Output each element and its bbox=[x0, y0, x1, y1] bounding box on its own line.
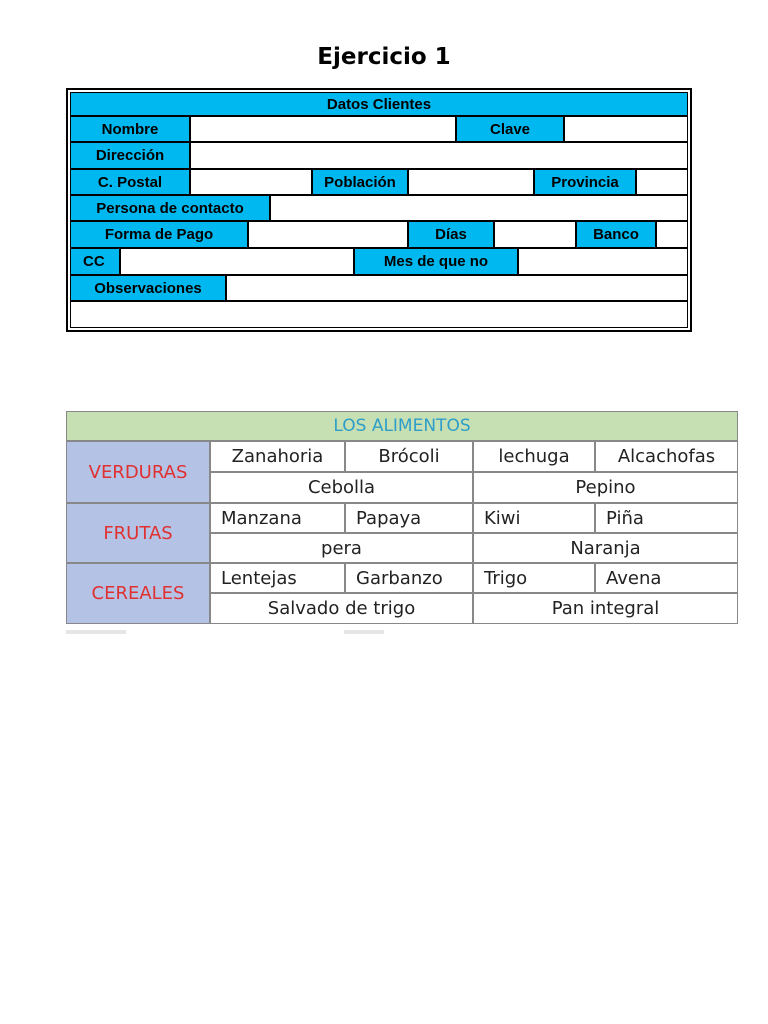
food-item: Trigo bbox=[473, 563, 595, 593]
cc-label: CC bbox=[70, 248, 120, 275]
food-item: Zanahoria bbox=[210, 441, 345, 472]
dias-field[interactable] bbox=[494, 221, 576, 248]
persona-contacto-label: Persona de contacto bbox=[70, 195, 270, 221]
poblacion-label: Población bbox=[312, 169, 408, 195]
faint-artifact bbox=[344, 630, 384, 634]
food-item: Pepino bbox=[473, 472, 738, 503]
mes-de-que-no-label: Mes de que no bbox=[354, 248, 518, 275]
category-frutas: FRUTAS bbox=[66, 503, 210, 563]
poblacion-field[interactable] bbox=[408, 169, 534, 195]
food-item: Kiwi bbox=[473, 503, 595, 533]
observaciones-label: Observaciones bbox=[70, 275, 226, 301]
page-title: Ejercicio 1 bbox=[317, 44, 451, 70]
mes-de-que-no-field[interactable] bbox=[518, 248, 688, 275]
cc-field[interactable] bbox=[120, 248, 354, 275]
food-item: Papaya bbox=[345, 503, 473, 533]
banco-label: Banco bbox=[576, 221, 656, 248]
food-item: pera bbox=[210, 533, 473, 563]
food-item: Cebolla bbox=[210, 472, 473, 503]
persona-contacto-field[interactable] bbox=[270, 195, 688, 221]
food-item: Brócoli bbox=[345, 441, 473, 472]
food-table bbox=[66, 411, 738, 625]
banco-field[interactable] bbox=[656, 221, 688, 248]
clave-label: Clave bbox=[456, 116, 564, 142]
category-cereales: CEREALES bbox=[66, 563, 210, 624]
provincia-label: Provincia bbox=[534, 169, 636, 195]
food-item: Manzana bbox=[210, 503, 345, 533]
form-header: Datos Clientes bbox=[70, 92, 688, 116]
provincia-field[interactable] bbox=[636, 169, 688, 195]
food-item: Piña bbox=[595, 503, 738, 533]
nombre-label: Nombre bbox=[70, 116, 190, 142]
direccion-field[interactable] bbox=[190, 142, 688, 169]
food-item: Lentejas bbox=[210, 563, 345, 593]
food-item: Pan integral bbox=[473, 593, 738, 624]
food-item: lechuga bbox=[473, 441, 595, 472]
food-item: Alcachofas bbox=[595, 441, 738, 472]
food-item: Garbanzo bbox=[345, 563, 473, 593]
clave-field[interactable] bbox=[564, 116, 688, 142]
category-verduras: VERDURAS bbox=[66, 441, 210, 503]
food-table-header: LOS ALIMENTOS bbox=[66, 411, 738, 441]
nombre-field[interactable] bbox=[190, 116, 456, 142]
forma-pago-label: Forma de Pago bbox=[70, 221, 248, 248]
food-item: Avena bbox=[595, 563, 738, 593]
food-item: Naranja bbox=[473, 533, 738, 563]
cpostal-field[interactable] bbox=[190, 169, 312, 195]
direccion-label: Dirección bbox=[70, 142, 190, 169]
dias-label: Días bbox=[408, 221, 494, 248]
cpostal-label: C. Postal bbox=[70, 169, 190, 195]
client-data-form bbox=[66, 88, 692, 332]
forma-pago-field[interactable] bbox=[248, 221, 408, 248]
faint-artifact bbox=[66, 630, 126, 634]
food-item: Salvado de trigo bbox=[210, 593, 473, 624]
observaciones-field[interactable] bbox=[226, 275, 688, 301]
observaciones-text-area[interactable] bbox=[70, 301, 688, 328]
